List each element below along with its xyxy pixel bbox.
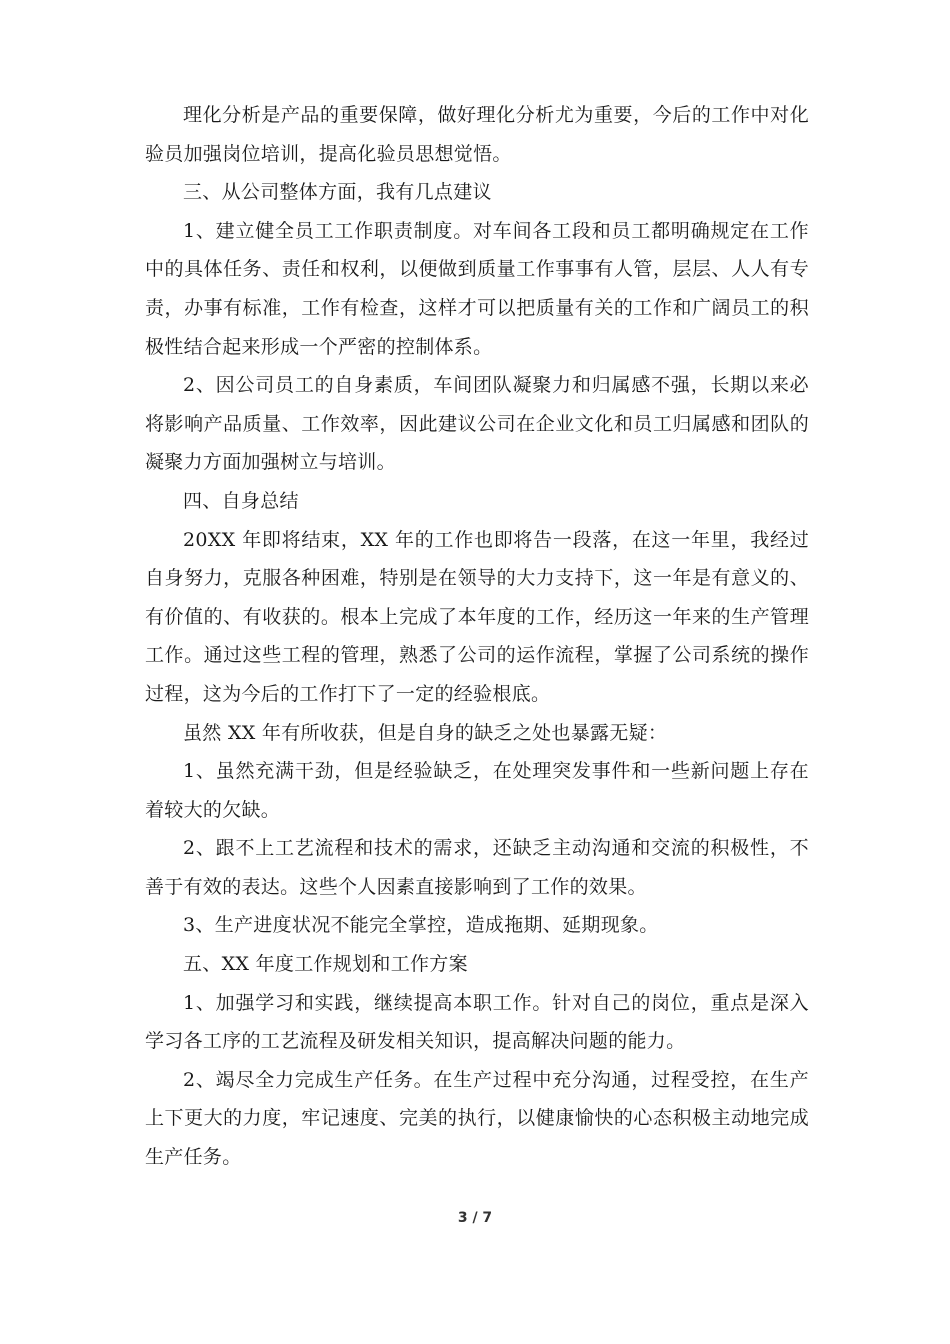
- paragraph-lab-analysis: 理化分析是产品的重要保障，做好理化分析尤为重要，今后的工作中对化验员加强岗位培训，提高化验员思想觉悟。: [145, 104, 809, 165]
- paragraph-suggestion-1: 1、建立健全员工工作职责制度。对车间各工段和员工都明确规定在工作中的具体任务、责任和权利，以便做到质量工作事事有人管，层层、人人有专责，办事有标准，工作有检查，这样才可以把质量有关的工作和广阔员工的积极性结合起来形成一个严密的控制体系。: [145, 219, 809, 358]
- document-page: [145, 96, 809, 1177]
- paragraph-shortcoming-2: 2、跟不上工艺流程和技术的需求，还缺乏主动沟通和交流的积极性，不善于有效的表达。这些个人因素直接影响到了工作的效果。: [145, 837, 809, 898]
- paragraph-year-summary: 20XX 年即将结束，XX 年的工作也即将告一段落，在这一年里，我经过自身努力，克服各种困难，特别是在领导的大力支持下，这一年是有意义的、有价值的、有收获的。根本上完成了本年度的工作，经历这一年来的生产管理工作。通过这些工程的管理，熟悉了公司的运作流程，掌握了公司系统的操作过程，这为今后的工作打下了一定的经验根底。: [145, 528, 809, 705]
- heading-work-plan: 五、XX 年度工作规划和工作方案: [183, 953, 468, 976]
- paragraph-shortcoming-1: 1、虽然充满干劲，但是经验缺乏，在处理突发事件和一些新问题上存在着较大的欠缺。: [145, 760, 809, 821]
- paragraph-suggestion-2: 2、因公司员工的自身素质，车间团队凝聚力和归属感不强，长期以来必将影响产品质量、工作效率，因此建议公司在企业文化和员工归属感和团队的凝聚力方面加强树立与培训。: [145, 374, 809, 474]
- paragraph-shortcoming-3: 3、生产进度状况不能完全掌控，造成拖期、延期现象。: [183, 914, 659, 937]
- paragraph-plan-2: 2、竭尽全力完成生产任务。在生产过程中充分沟通，过程受控，在生产上下更大的力度，牢记速度、完美的执行，以健康愉快的心态积极主动地完成生产任务。: [145, 1068, 809, 1169]
- paragraph-plan-1: 1、加强学习和实践，继续提高本职工作。针对自己的岗位，重点是深入学习各工序的工艺流程及研发相关知识，提高解决问题的能力。: [145, 991, 809, 1053]
- paragraph-shortcomings-intro: 虽然 XX 年有所收获，但是自身的缺乏之处也暴露无疑：: [183, 721, 668, 744]
- heading-self-summary: 四、自身总结: [183, 489, 299, 512]
- page-number: 3 / 7: [457, 1210, 493, 1226]
- heading-company-suggestions: 三、从公司整体方面，我有几点建议: [183, 181, 492, 204]
